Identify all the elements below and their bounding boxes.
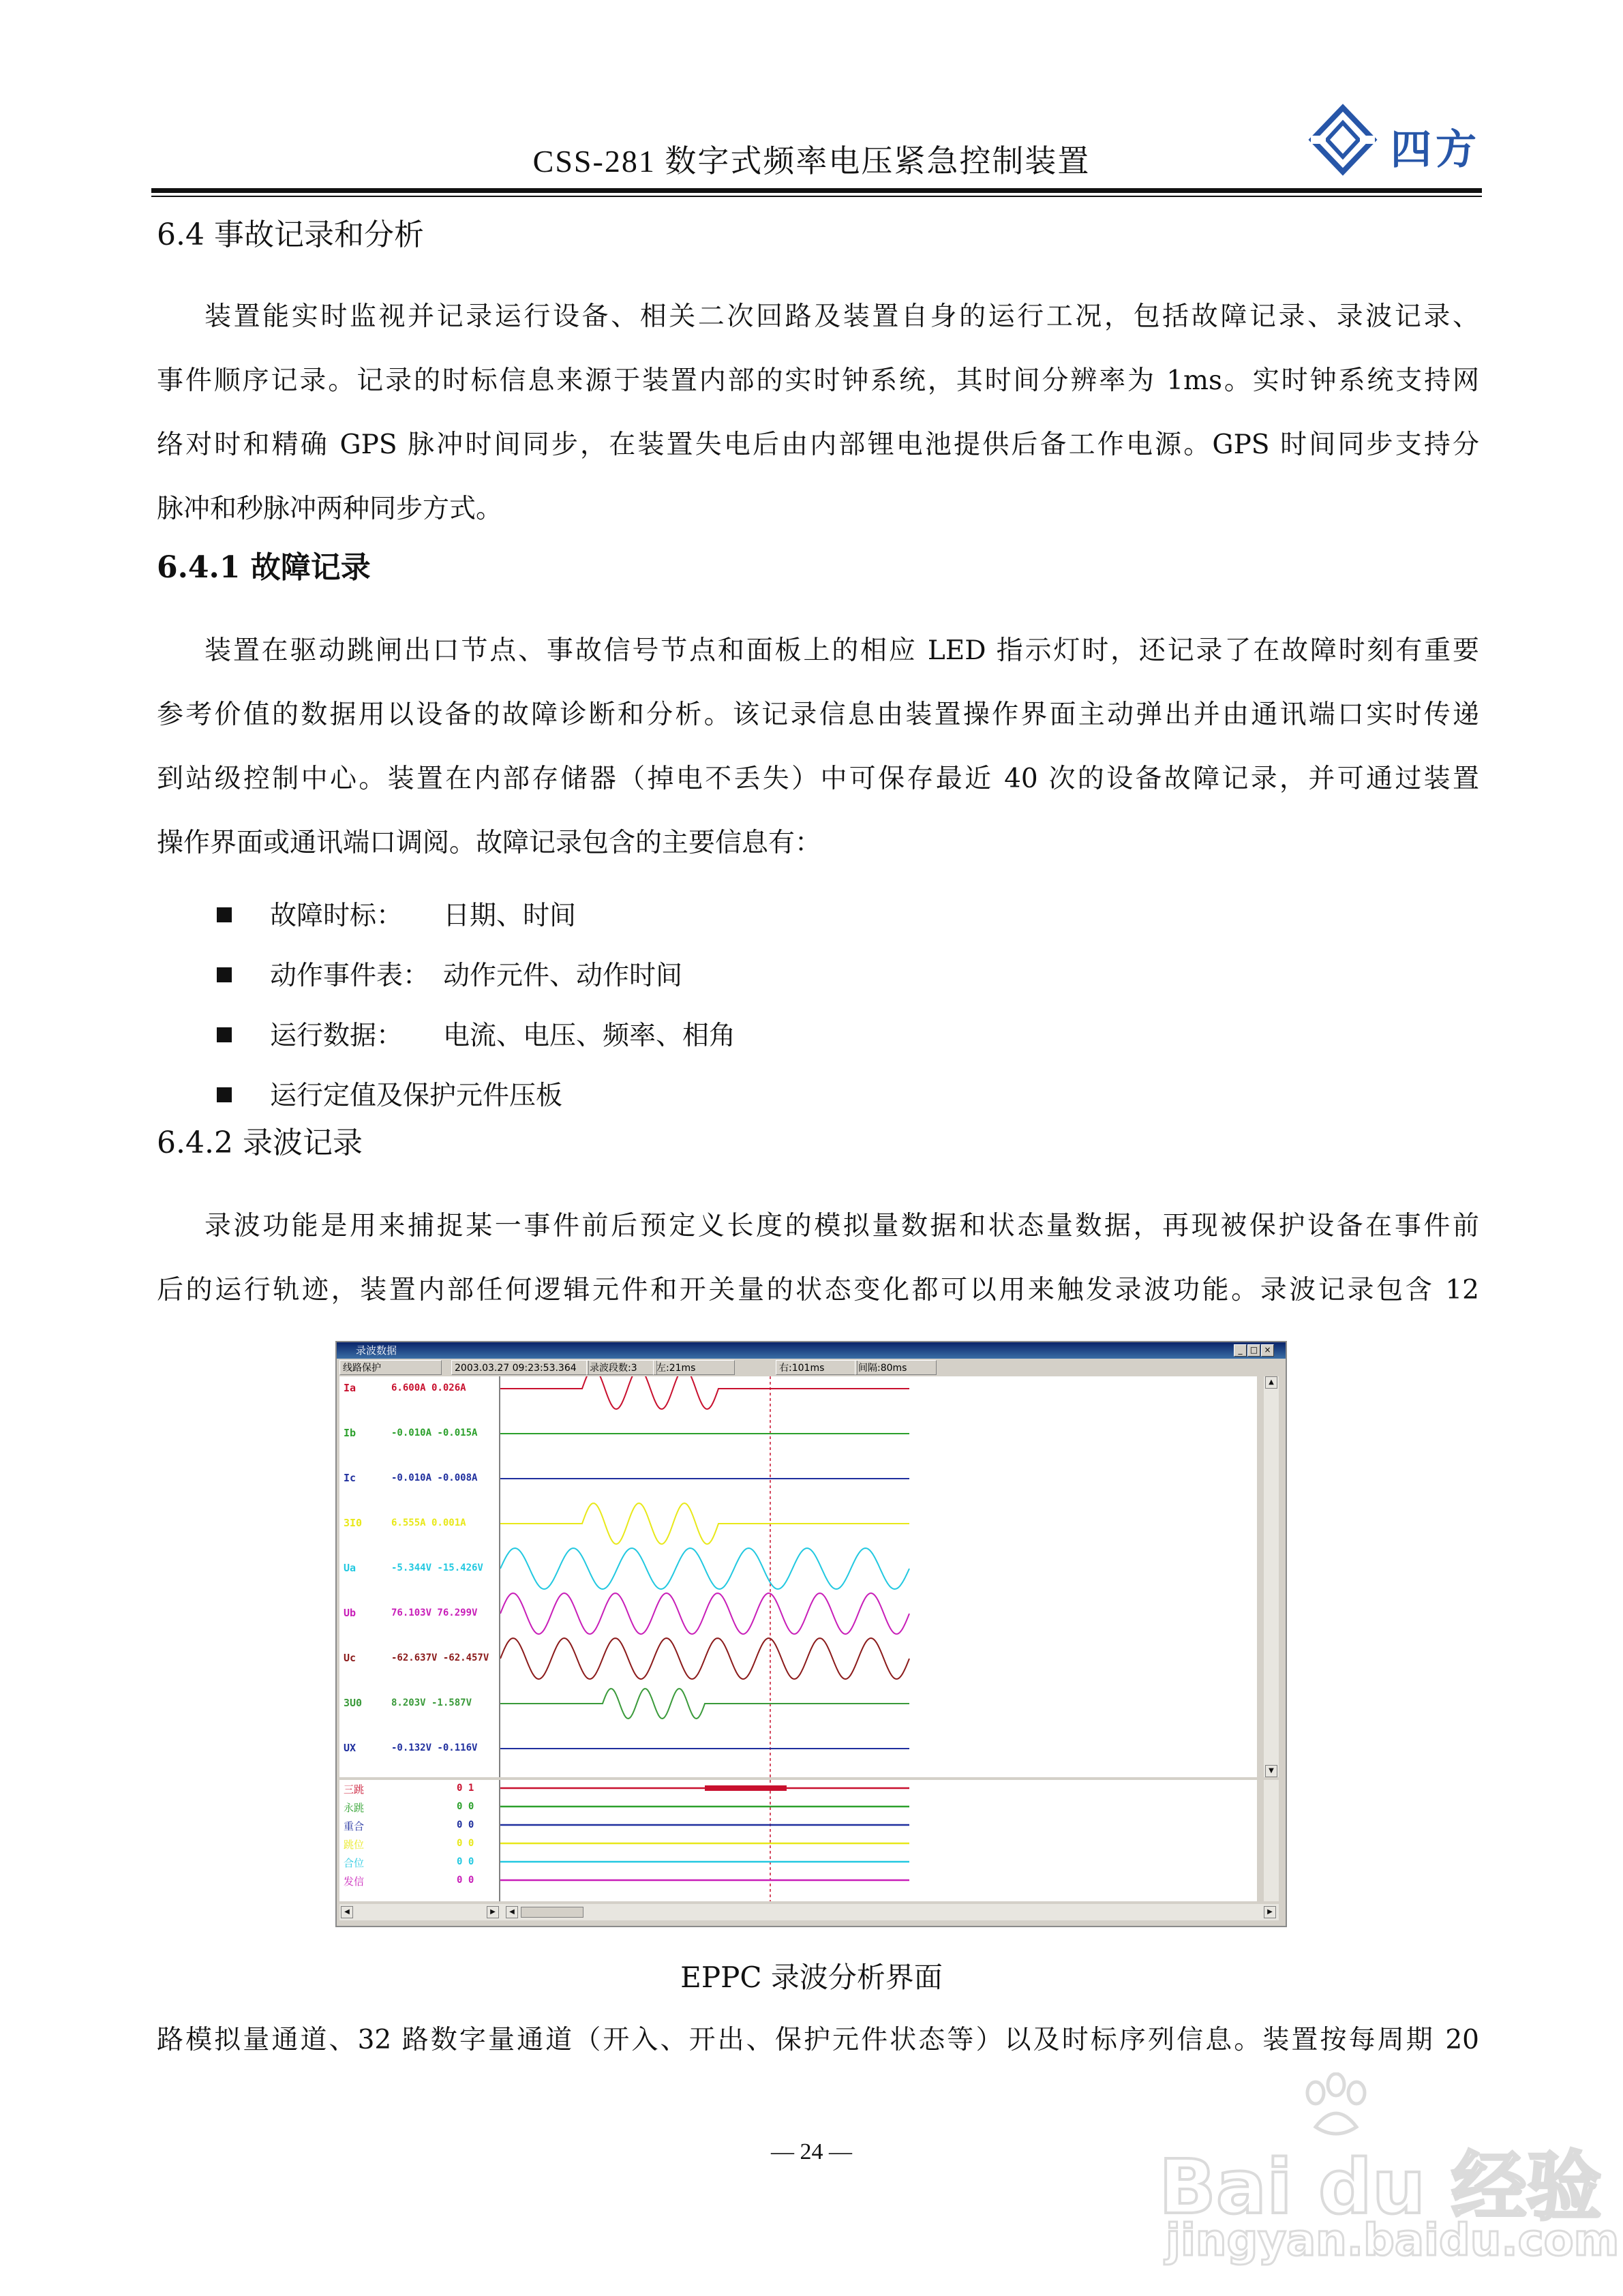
- scroll-left-icon[interactable]: ◀: [506, 1906, 518, 1918]
- vertical-scrollbar[interactable]: [1264, 1376, 1279, 1777]
- section-heading-6-4-1: 6.4.1 故障记录: [157, 550, 371, 585]
- digital-waveform-canvas[interactable]: [500, 1780, 1257, 1901]
- scroll-up-icon[interactable]: ▲: [1265, 1376, 1277, 1389]
- paragraph-line: 录波功能是用来捕捉某一事件前后预定义长度的模拟量数据和状态量数据，再现被保护设备在事件前: [204, 1211, 1479, 1241]
- page-number: — 24 —: [771, 2139, 852, 2164]
- waveform-trace: [500, 1638, 909, 1679]
- header-rule-thin: [151, 196, 1482, 197]
- header-title: CSS-281 数字式频率电压紧急控制装置: [532, 144, 1091, 179]
- digital-channel-values: 0 0: [457, 1856, 474, 1867]
- channel-name: UX: [344, 1742, 357, 1754]
- digital-channel-name: 发信: [344, 1875, 365, 1888]
- timestamp-field: 2003.03.27 09:23:53.364: [451, 1360, 589, 1375]
- digital-channel-name: 跳位: [344, 1839, 365, 1851]
- continued-paragraph: [157, 2008, 1479, 2072]
- digital-channel-name: 永跳: [344, 1802, 365, 1814]
- channel-name: Ub: [344, 1607, 357, 1619]
- channel-values: 76.103V 76.299V: [391, 1607, 478, 1618]
- channel-name: Ic: [344, 1472, 357, 1484]
- waveform-window: [335, 1341, 1287, 1927]
- paragraph-line: 参考价值的数据用以设备的故障诊断和分析。该记录信息由装置操作界面主动弹出并由通讯端口实时传递: [157, 699, 1479, 730]
- scroll-left-icon[interactable]: ◀: [341, 1906, 353, 1918]
- close-button[interactable]: ×: [1261, 1344, 1274, 1357]
- section-6-4-2-paragraph: [157, 1194, 1479, 1323]
- digital-channel-name: 合位: [344, 1857, 365, 1869]
- bullet-square-icon: [217, 1027, 232, 1042]
- channel-values: -62.637V -62.457V: [391, 1652, 489, 1663]
- bullet-item: 运行数据： 电流、电压、频率、相角: [217, 1014, 735, 1055]
- analog-channel-list: [339, 1376, 500, 1777]
- baidu-watermark: [1159, 2072, 1620, 2277]
- digital-channel-values: 0 0: [457, 1819, 474, 1830]
- paragraph-line: 后的运行轨迹，装置内部任何逻辑元件和开关量的状态变化都可以用来触发录波功能。录波记录包含 12: [157, 1275, 1479, 1305]
- channel-name: Ia: [344, 1382, 357, 1394]
- interval-field: 间隔:80ms: [855, 1360, 937, 1375]
- waveform-trace: [500, 1503, 909, 1544]
- section-heading-6-4-2: 6.4.2 录波记录: [157, 1126, 363, 1160]
- scroll-down-icon[interactable]: ▼: [1265, 1765, 1277, 1777]
- header-rule: [151, 188, 1482, 193]
- bullet-item: 动作事件表： 动作元件、动作时间: [217, 954, 682, 995]
- digital-channel-values: 0 1: [457, 1783, 474, 1794]
- paragraph-line: 操作界面或通讯端口调阅。故障记录包含的主要信息有：: [157, 828, 822, 858]
- channel-name: Ib: [344, 1427, 357, 1439]
- window-titlebar: [337, 1342, 1286, 1359]
- scroll-thumb[interactable]: [521, 1907, 583, 1918]
- logo-text: 四方: [1391, 126, 1481, 174]
- scroll-right-icon[interactable]: ▶: [1264, 1906, 1276, 1918]
- tab-line-protection[interactable]: 线路保护: [339, 1360, 442, 1375]
- waveform-trace: [500, 1548, 909, 1589]
- channel-values: 6.555A 0.001A: [391, 1517, 466, 1528]
- channel-name: Uc: [344, 1652, 357, 1664]
- info-toolbar: [339, 1360, 1284, 1375]
- horizontal-scrollbar[interactable]: [339, 1904, 1279, 1920]
- channel-values: -0.132V -0.116V: [391, 1742, 478, 1753]
- channel-name: Ua: [344, 1562, 357, 1574]
- waveform-trace: [500, 1376, 909, 1409]
- minimize-button[interactable]: _: [1234, 1344, 1247, 1357]
- scroll-right-icon[interactable]: ▶: [487, 1906, 499, 1918]
- paragraph-line: 装置在驱动跳闸出口节点、事故信号节点和面板上的相应 LED 指示灯时，还记录了在故障时刻有重要: [204, 635, 1479, 666]
- segments-field: 录波段数:3: [586, 1360, 657, 1375]
- channel-values: 8.203V -1.587V: [391, 1697, 472, 1708]
- watermark-url: jingyan.baidu.com: [1166, 2216, 1620, 2266]
- channel-values: 6.600A 0.026A: [391, 1383, 466, 1393]
- channel-values: -0.010A -0.015A: [391, 1428, 478, 1438]
- paragraph-line: 事件顺序记录。记录的时标信息来源于装置内部的实时钟系统，其时间分辨率为 1ms。实时钟系统支持网: [157, 365, 1479, 396]
- channel-values: -5.344V -15.426V: [391, 1562, 483, 1573]
- bullet-square-icon: [217, 907, 232, 922]
- left-cursor-field: 左:21ms: [653, 1360, 735, 1375]
- analog-waveform-canvas[interactable]: [500, 1376, 1257, 1777]
- right-cursor-field: 右:101ms: [776, 1360, 858, 1375]
- bullet-square-icon: [217, 967, 232, 982]
- bullet-square-icon: [217, 1087, 232, 1102]
- paragraph-line: 到站级控制中心。装置在内部存储器（掉电不丢失）中可保存最近 40 次的设备故障记录，并可通过装置: [157, 764, 1479, 794]
- maximize-button[interactable]: □: [1247, 1344, 1260, 1357]
- watermark-brand: Bai du 经验: [1159, 2143, 1602, 2231]
- section-heading-6-4: 6.4 事故记录和分析: [157, 217, 424, 252]
- bullet-item: 故障时标： 日期、时间: [217, 894, 576, 935]
- figure-caption: EPPC 录波分析界面: [680, 1961, 943, 1994]
- window-title: 录波数据: [356, 1344, 397, 1357]
- vertical-scrollbar-digital[interactable]: [1264, 1780, 1279, 1901]
- channel-name: 3U0: [344, 1697, 363, 1709]
- paragraph-line: 脉冲和秒脉冲两种同步方式。: [157, 494, 503, 524]
- waveform-trace: [500, 1593, 909, 1634]
- paragraph-line: 装置能实时监视并记录运行设备、相关二次回路及装置自身的运行工况，包括故障记录、录波记录、: [204, 301, 1479, 332]
- bullet-item: 运行定值及保护元件压板: [217, 1074, 562, 1115]
- paragraph-line: 路模拟量通道、32 路数字量通道（开入、开出、保护元件状态等）以及时标序列信息。装置按每周期 20: [157, 2025, 1479, 2055]
- digital-channel-name: 重合: [344, 1820, 365, 1832]
- section-6-4-1-paragraph: [157, 619, 1479, 875]
- digital-channel-name: 三跳: [344, 1783, 365, 1796]
- paragraph-line: 络对时和精确 GPS 脉冲时间同步，在装置失电后由内部锂电池提供后备工作电源。GPS 时间同步支持分: [157, 429, 1479, 460]
- waveform-trace: [500, 1689, 909, 1719]
- channel-name: 3I0: [344, 1517, 363, 1529]
- section-6-4-paragraph: [157, 285, 1479, 541]
- digital-channel-values: 0 0: [457, 1875, 474, 1886]
- digital-channel-list: [339, 1780, 500, 1901]
- digital-channel-values: 0 0: [457, 1838, 474, 1849]
- channel-values: -0.010A -0.008A: [391, 1472, 478, 1483]
- digital-channel-values: 0 0: [457, 1801, 474, 1812]
